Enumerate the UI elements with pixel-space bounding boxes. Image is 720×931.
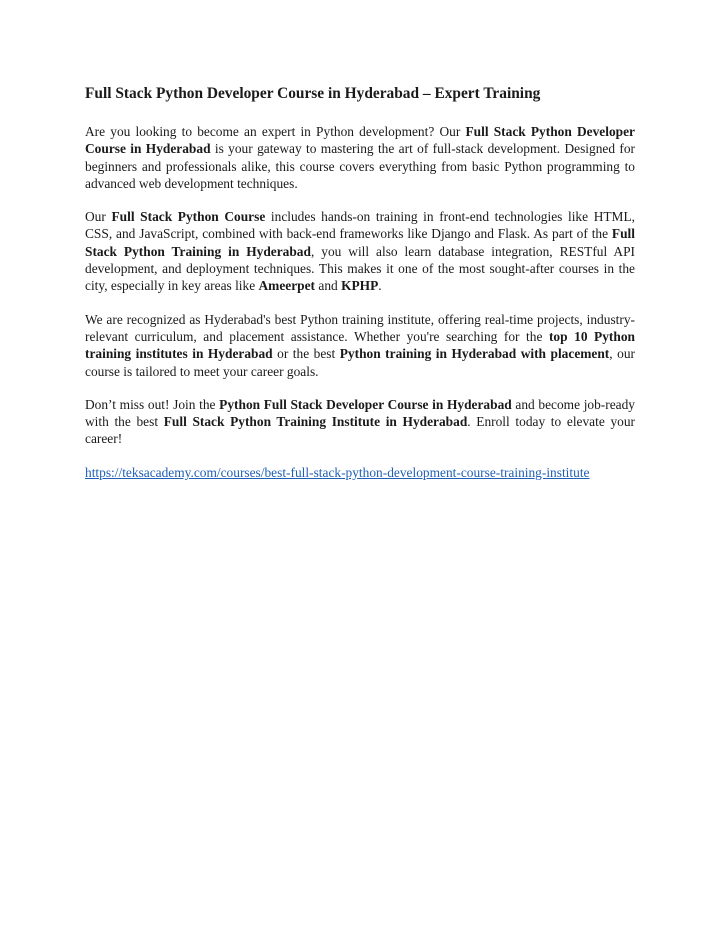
paragraph-emphasis: top 10 Python training institutes in Hyderabad <box>85 328 635 362</box>
paragraph-text: , our course is tailored to meet your career goals. <box>85 346 635 379</box>
paragraph-text: Don’t miss out! Join the <box>85 396 220 412</box>
paragraph-3 <box>85 311 635 380</box>
paragraph-emphasis: Ameerpet <box>258 278 316 294</box>
paragraph-emphasis: Full Stack Python Developer Course in Hyderabad <box>85 124 635 157</box>
paragraph-1 <box>85 123 635 192</box>
paragraph-text: includes hands-on training in front-end technologies like HTML, CSS, and JavaScript, combined with back-end frameworks like Django and Flask. As part of the <box>85 209 635 242</box>
paragraph-2 <box>85 208 635 294</box>
paragraph-text: Are you looking to become an expert in Python development? Our <box>85 124 466 139</box>
paragraph-text: or the best <box>272 346 340 362</box>
paragraph-emphasis: Full Stack Python Training Institute in Hyderabad <box>163 414 468 430</box>
course-link[interactable]: https://teksacademy.com/courses/best-full-stack-python-development-course-training-institute <box>85 464 590 480</box>
paragraph-text: and <box>315 278 342 294</box>
paragraph-text: We are recognized as Hyderabad's best Python training institute, offering real-time projects, industry-relevant curriculum, and placement assistance. Whether you're searching for the <box>85 311 635 344</box>
paragraph-text: . Enroll today to elevate your career! <box>85 414 635 447</box>
paragraph-text: . <box>378 278 382 294</box>
paragraph-text: Our <box>85 209 112 225</box>
paragraph-text: is your gateway to mastering the art of full-stack development. Designed for beginners and professionals alike, this course covers everything from basic Python programming to advanced web development techniques. <box>85 141 635 191</box>
paragraph-emphasis: Python Full Stack Developer Course in Hyderabad <box>219 396 512 412</box>
paragraph-emphasis: KPHP <box>341 278 379 294</box>
paragraph-emphasis: Full Stack Python Course <box>111 209 266 225</box>
paragraph-text: , you will also learn database integration, RESTful API development, and deployment techniques. This makes it one of the most sought-after courses in the city, especially in key areas like <box>85 243 635 294</box>
paragraph-4 <box>85 396 635 448</box>
paragraph-emphasis: Full Stack Python Training in Hyderabad <box>85 226 635 259</box>
document-title: Full Stack Python Developer Course in Hyderabad – Expert Training <box>85 85 541 102</box>
paragraph-text: and become job-ready with the best <box>85 396 635 430</box>
paragraph-emphasis: Python training in Hyderabad with placement <box>339 346 610 362</box>
document-page <box>85 84 635 481</box>
